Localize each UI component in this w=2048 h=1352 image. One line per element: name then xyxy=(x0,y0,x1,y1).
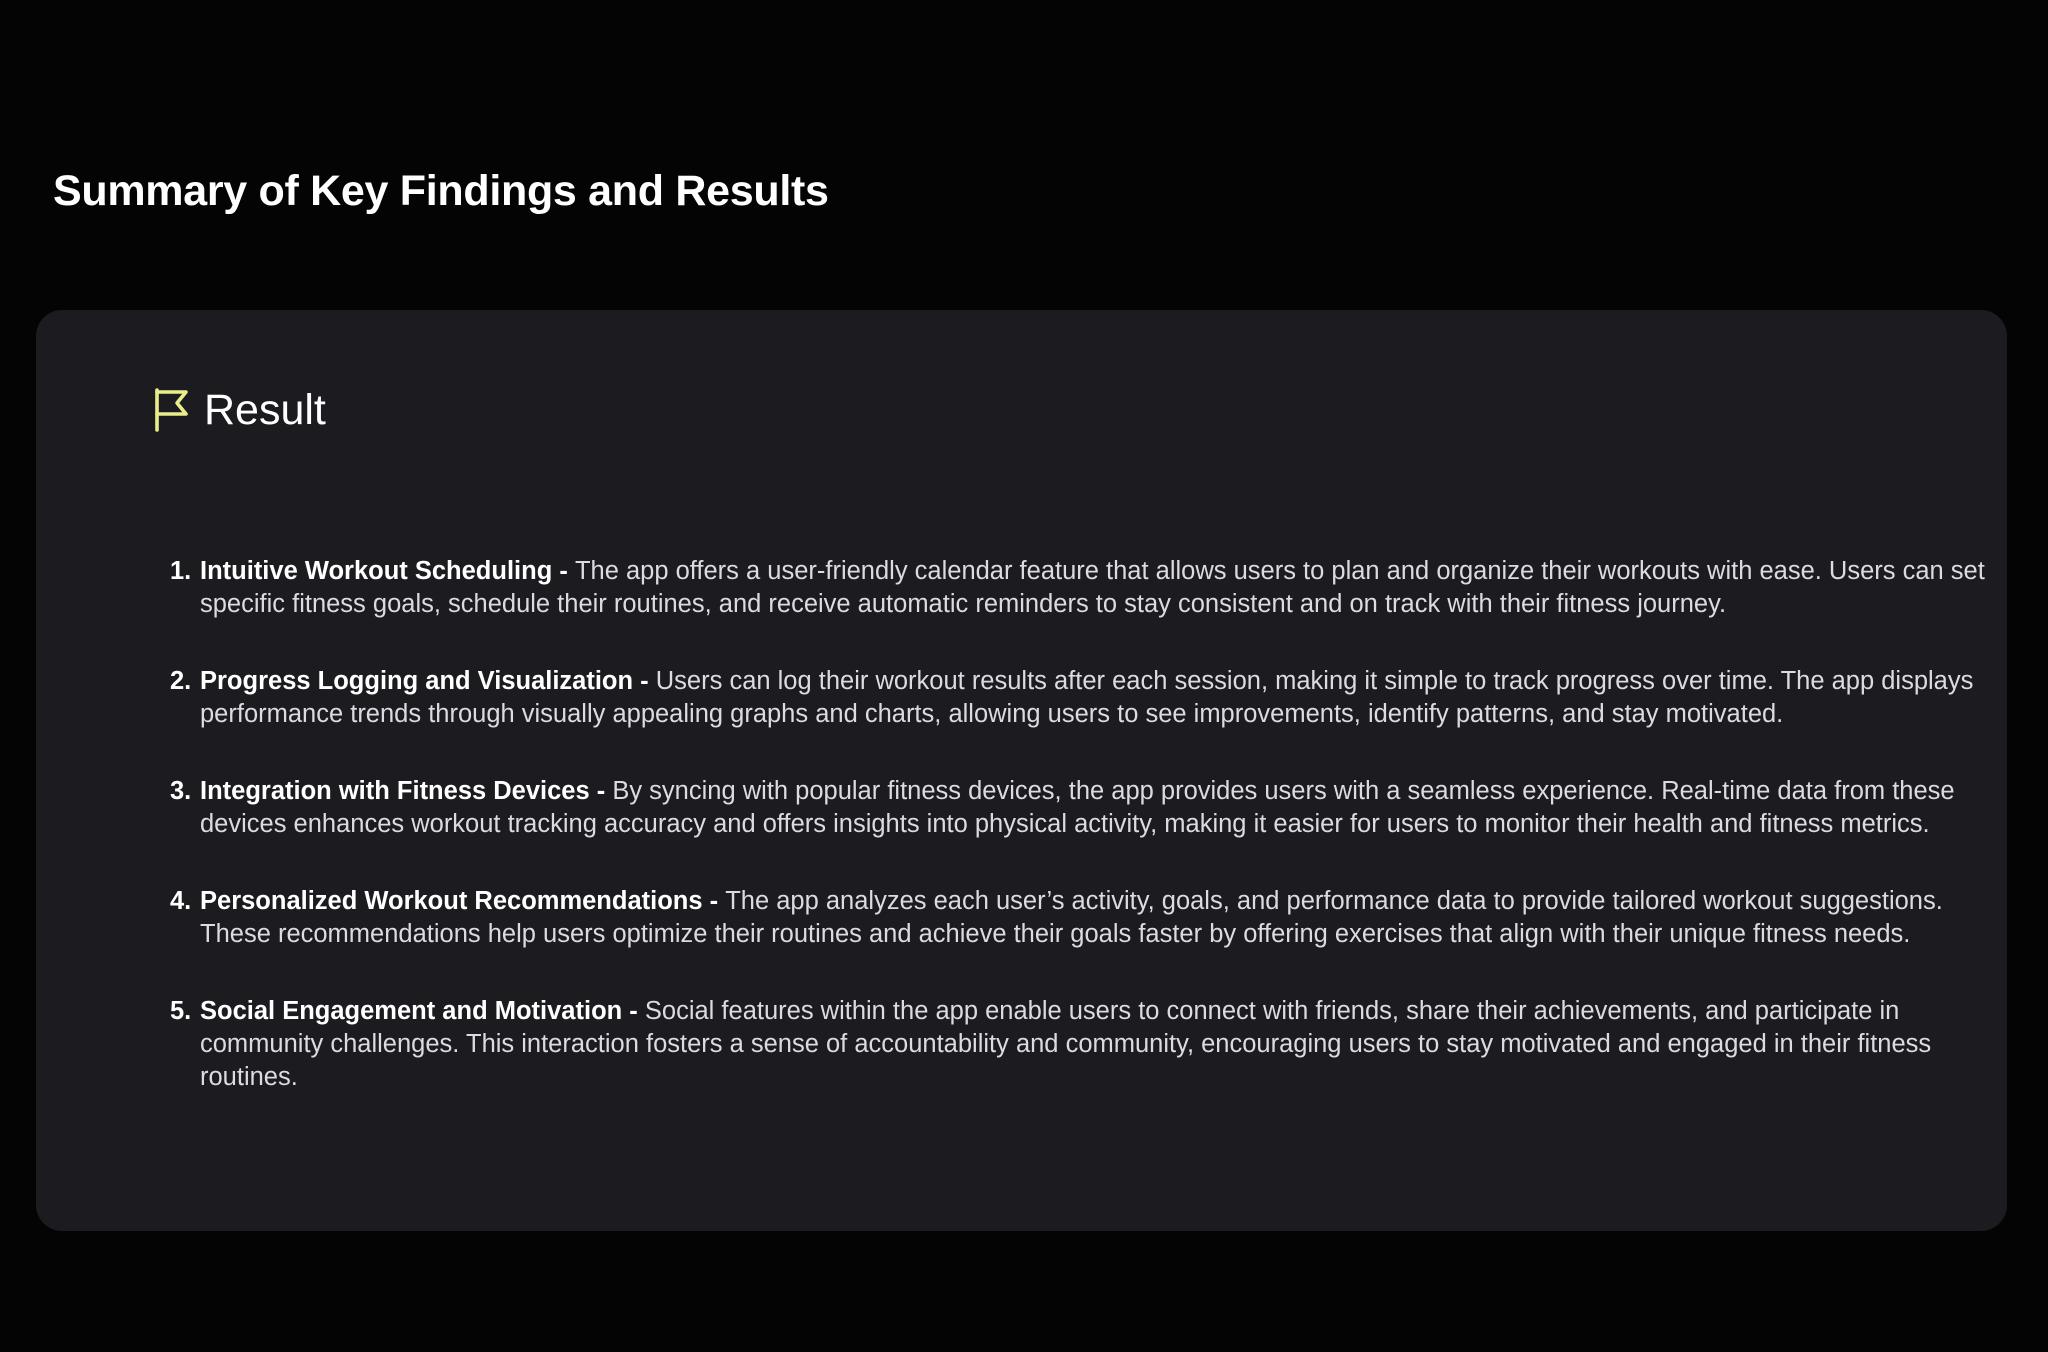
result-item xyxy=(164,555,1994,621)
result-item xyxy=(164,775,1994,841)
result-item xyxy=(164,885,1994,951)
card-header xyxy=(152,382,326,438)
item-number: 3. xyxy=(170,777,192,805)
item-text: The app analyzes each user’s activity, goals, and performance data to provide tailored workout suggestions. These recommendations help users optimize their routines and achieve their goals faster by offering exercises that align with their unique fitness needs. xyxy=(200,887,1943,948)
result-card xyxy=(36,310,2007,1231)
item-text: By syncing with popular fitness devices, the app provides users with a seamless experience. Real-time data from these devices enhances workout tracking accuracy and offers insights into physical activity, making it easier for users to monitor their health and fitness metrics. xyxy=(200,777,1955,838)
item-title: Social Engagement and Motivation - xyxy=(200,997,645,1025)
item-text: Users can log their workout results after each session, making it simple to track progress over time. The app displays performance trends through visually appealing graphs and charts, allowing users to see improvements, identify patterns, and stay motivated. xyxy=(200,667,1974,728)
item-number: 2. xyxy=(170,667,192,695)
results-list xyxy=(164,555,1994,1138)
item-text: The app offers a user-friendly calendar feature that allows users to plan and organize their workouts with ease. Users can set specific fitness goals, schedule their routines, and receive automatic reminders to stay consistent and on track with their fitness journey. xyxy=(200,557,1985,618)
item-number: 1. xyxy=(170,557,192,585)
card-title: Result xyxy=(204,386,326,434)
result-item xyxy=(164,995,1994,1094)
item-text: Social features within the app enable users to connect with friends, share their achievements, and participate in community challenges. This interaction fosters a sense of accountability and community, encouraging users to stay motivated and engaged in their fitness routines. xyxy=(200,997,1932,1091)
page-title: Summary of Key Findings and Results xyxy=(53,167,829,215)
item-title: Progress Logging and Visualization - xyxy=(200,667,656,695)
result-item xyxy=(164,665,1994,731)
item-title: Personalized Workout Recommendations - xyxy=(200,887,726,915)
flag-icon xyxy=(152,387,192,433)
item-number: 4. xyxy=(170,887,192,915)
item-number: 5. xyxy=(170,997,192,1025)
item-title: Intuitive Workout Scheduling - xyxy=(200,557,575,585)
item-title: Integration with Fitness Devices - xyxy=(200,777,613,805)
